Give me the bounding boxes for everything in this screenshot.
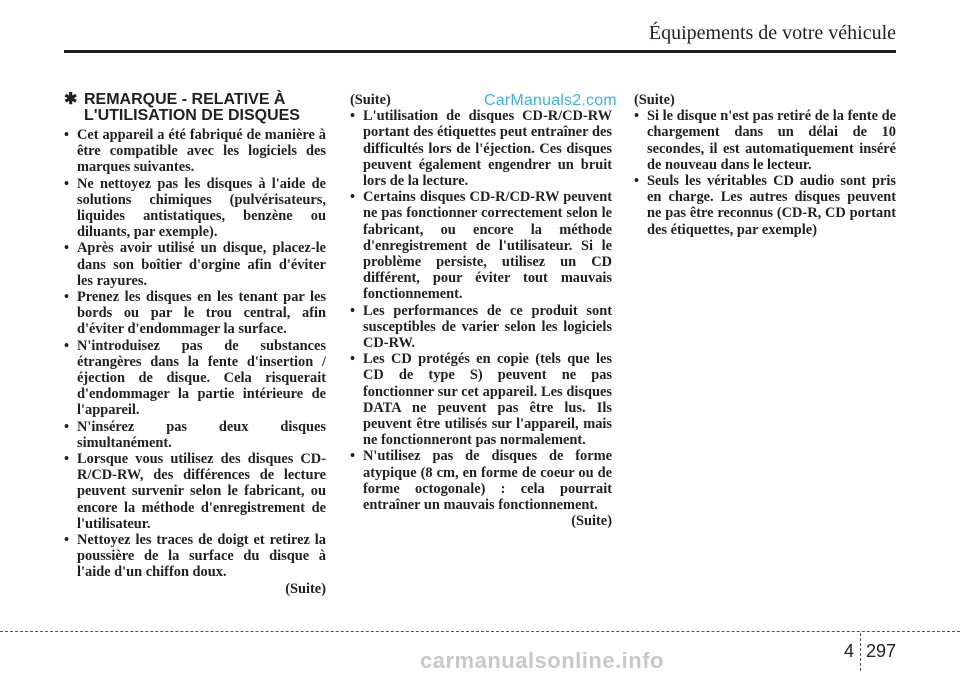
bullet: • — [64, 175, 70, 192]
remark-heading-text: REMARQUE - RELATIVE À L'UTILISATION DE DISQUES — [84, 91, 300, 124]
continued-label: (Suite) — [634, 92, 675, 108]
star-cross-icon: ✱ — [64, 91, 78, 108]
column-1 — [64, 92, 326, 597]
bullet: • — [350, 189, 356, 206]
bullet: • — [350, 302, 356, 319]
bullet: • — [350, 108, 356, 125]
continued-label: (Suite) — [350, 92, 391, 108]
bullet: • — [64, 451, 70, 468]
suite-label: (Suite) — [285, 580, 326, 597]
bullet: • — [64, 337, 70, 354]
list-item: • N'insérez pas deux disques simultanément. — [64, 418, 326, 451]
list-item: • N'introduisez pas de substances étrangères dans la fente d'insertion / éjection de disque. Cela risquerait d'endommager la partie intérieure de l'appareil. — [64, 337, 326, 419]
list-item: • Prenez les disques en les tenant par les bords ou par le trou central, afin d'éviter d'endommager la surface. — [64, 289, 326, 338]
list-item: • Nettoyez les traces de doigt et retirez la poussière de la surface du disque à l'aide d'un chiffon doux. — [64, 532, 326, 581]
bullet: • — [64, 418, 70, 435]
chapter-number: 4 — [843, 641, 854, 661]
list-item: • Seuls les véritables CD audio sont pris en charge. Les autres disques peuvent ne pas être reconnus (CD-R, CD portant des étiquettes, par exemple) — [634, 173, 896, 238]
list-item: • L'utilisation de disques CD-R/CD-RW portant des étiquettes peut entraîner des difficultés lors de l'éjection. Ces disques peuvent également engendrer un bruit lors de la lecture. — [350, 108, 612, 190]
bullet: • — [64, 532, 70, 549]
bullet: • — [634, 108, 640, 125]
bullet: • — [350, 448, 356, 465]
list-item: • Après avoir utilisé un disque, placez-le dans son boîtier d'orgine afin d'éviter les rayures. — [64, 240, 326, 289]
remark-list-1 — [64, 127, 326, 581]
page-number — [844, 633, 896, 671]
remark-heading — [64, 92, 326, 124]
column-2 — [350, 92, 612, 529]
watermark-carmanuals2: CarManuals2.com — [484, 92, 617, 109]
list-item: • Les performances de ce produit sont susceptibles de varier selon les logiciels CD-RW. — [350, 302, 612, 352]
page-number-value: 297 — [865, 641, 896, 661]
page-separator — [860, 633, 861, 671]
remark-list-3 — [634, 108, 896, 238]
list-item: • Les CD protégés en copie (tels que les CD de type S) peuvent ne pas fonctionner sur cet appareil. Les disques DATA ne peuvent pas être lus. Ils peuvent être utilisés sur l'appareil, mais ne fonctionneront pas normalement. — [350, 351, 612, 449]
watermark-carmanualsonline: carmanualsonline.info — [420, 648, 664, 673]
section-title: Équipements de votre véhicule — [648, 22, 896, 44]
bullet: • — [350, 351, 356, 368]
list-item: • Certains disques CD-R/CD-RW peuvent ne pas fonctionner correctement selon le fabricant, ou encore la méthode d'enregistrement de l'utilisateur. Si le problème persiste, utilisez un CD différent, pour éviter tout mauvais fonctionnement. — [350, 189, 612, 303]
list-item: • Si le disque n'est pas retiré de la fente de chargement dans un délai de 10 secondes, il est automatiquement inséré de nouveau dans le lecteur. — [634, 108, 896, 173]
list-item: • Lorsque vous utilisez des disques CD-R/CD-RW, des différences de lecture peuvent survenir selon le fabricant, ou encore la méthode d'enregistrement de l'utilisateur. — [64, 451, 326, 532]
header-rule — [64, 50, 896, 53]
remark-list-2 — [350, 108, 612, 513]
bullet: • — [64, 240, 70, 257]
column-3 — [634, 92, 896, 238]
list-item: • N'utilisez pas de disques de forme atypique (8 cm, en forme de coeur ou de forme octogonale) : cela pourrait entraîner un mauvais fonctionnement. — [350, 448, 612, 514]
list-item: • Ne nettoyez pas les disques à l'aide de solutions chimiques (pulvérisateurs, liquides antistatiques, benzène ou diluants, par exemple). — [64, 175, 326, 241]
bullet: • — [64, 127, 70, 143]
bullet: • — [634, 173, 640, 190]
suite-label: (Suite) — [571, 513, 612, 530]
list-item: • Cet appareil a été fabriqué de manière à être compatible avec les logiciels des marques suivantes. — [64, 127, 326, 176]
bullet: • — [64, 289, 70, 306]
footer-rule — [0, 631, 960, 632]
